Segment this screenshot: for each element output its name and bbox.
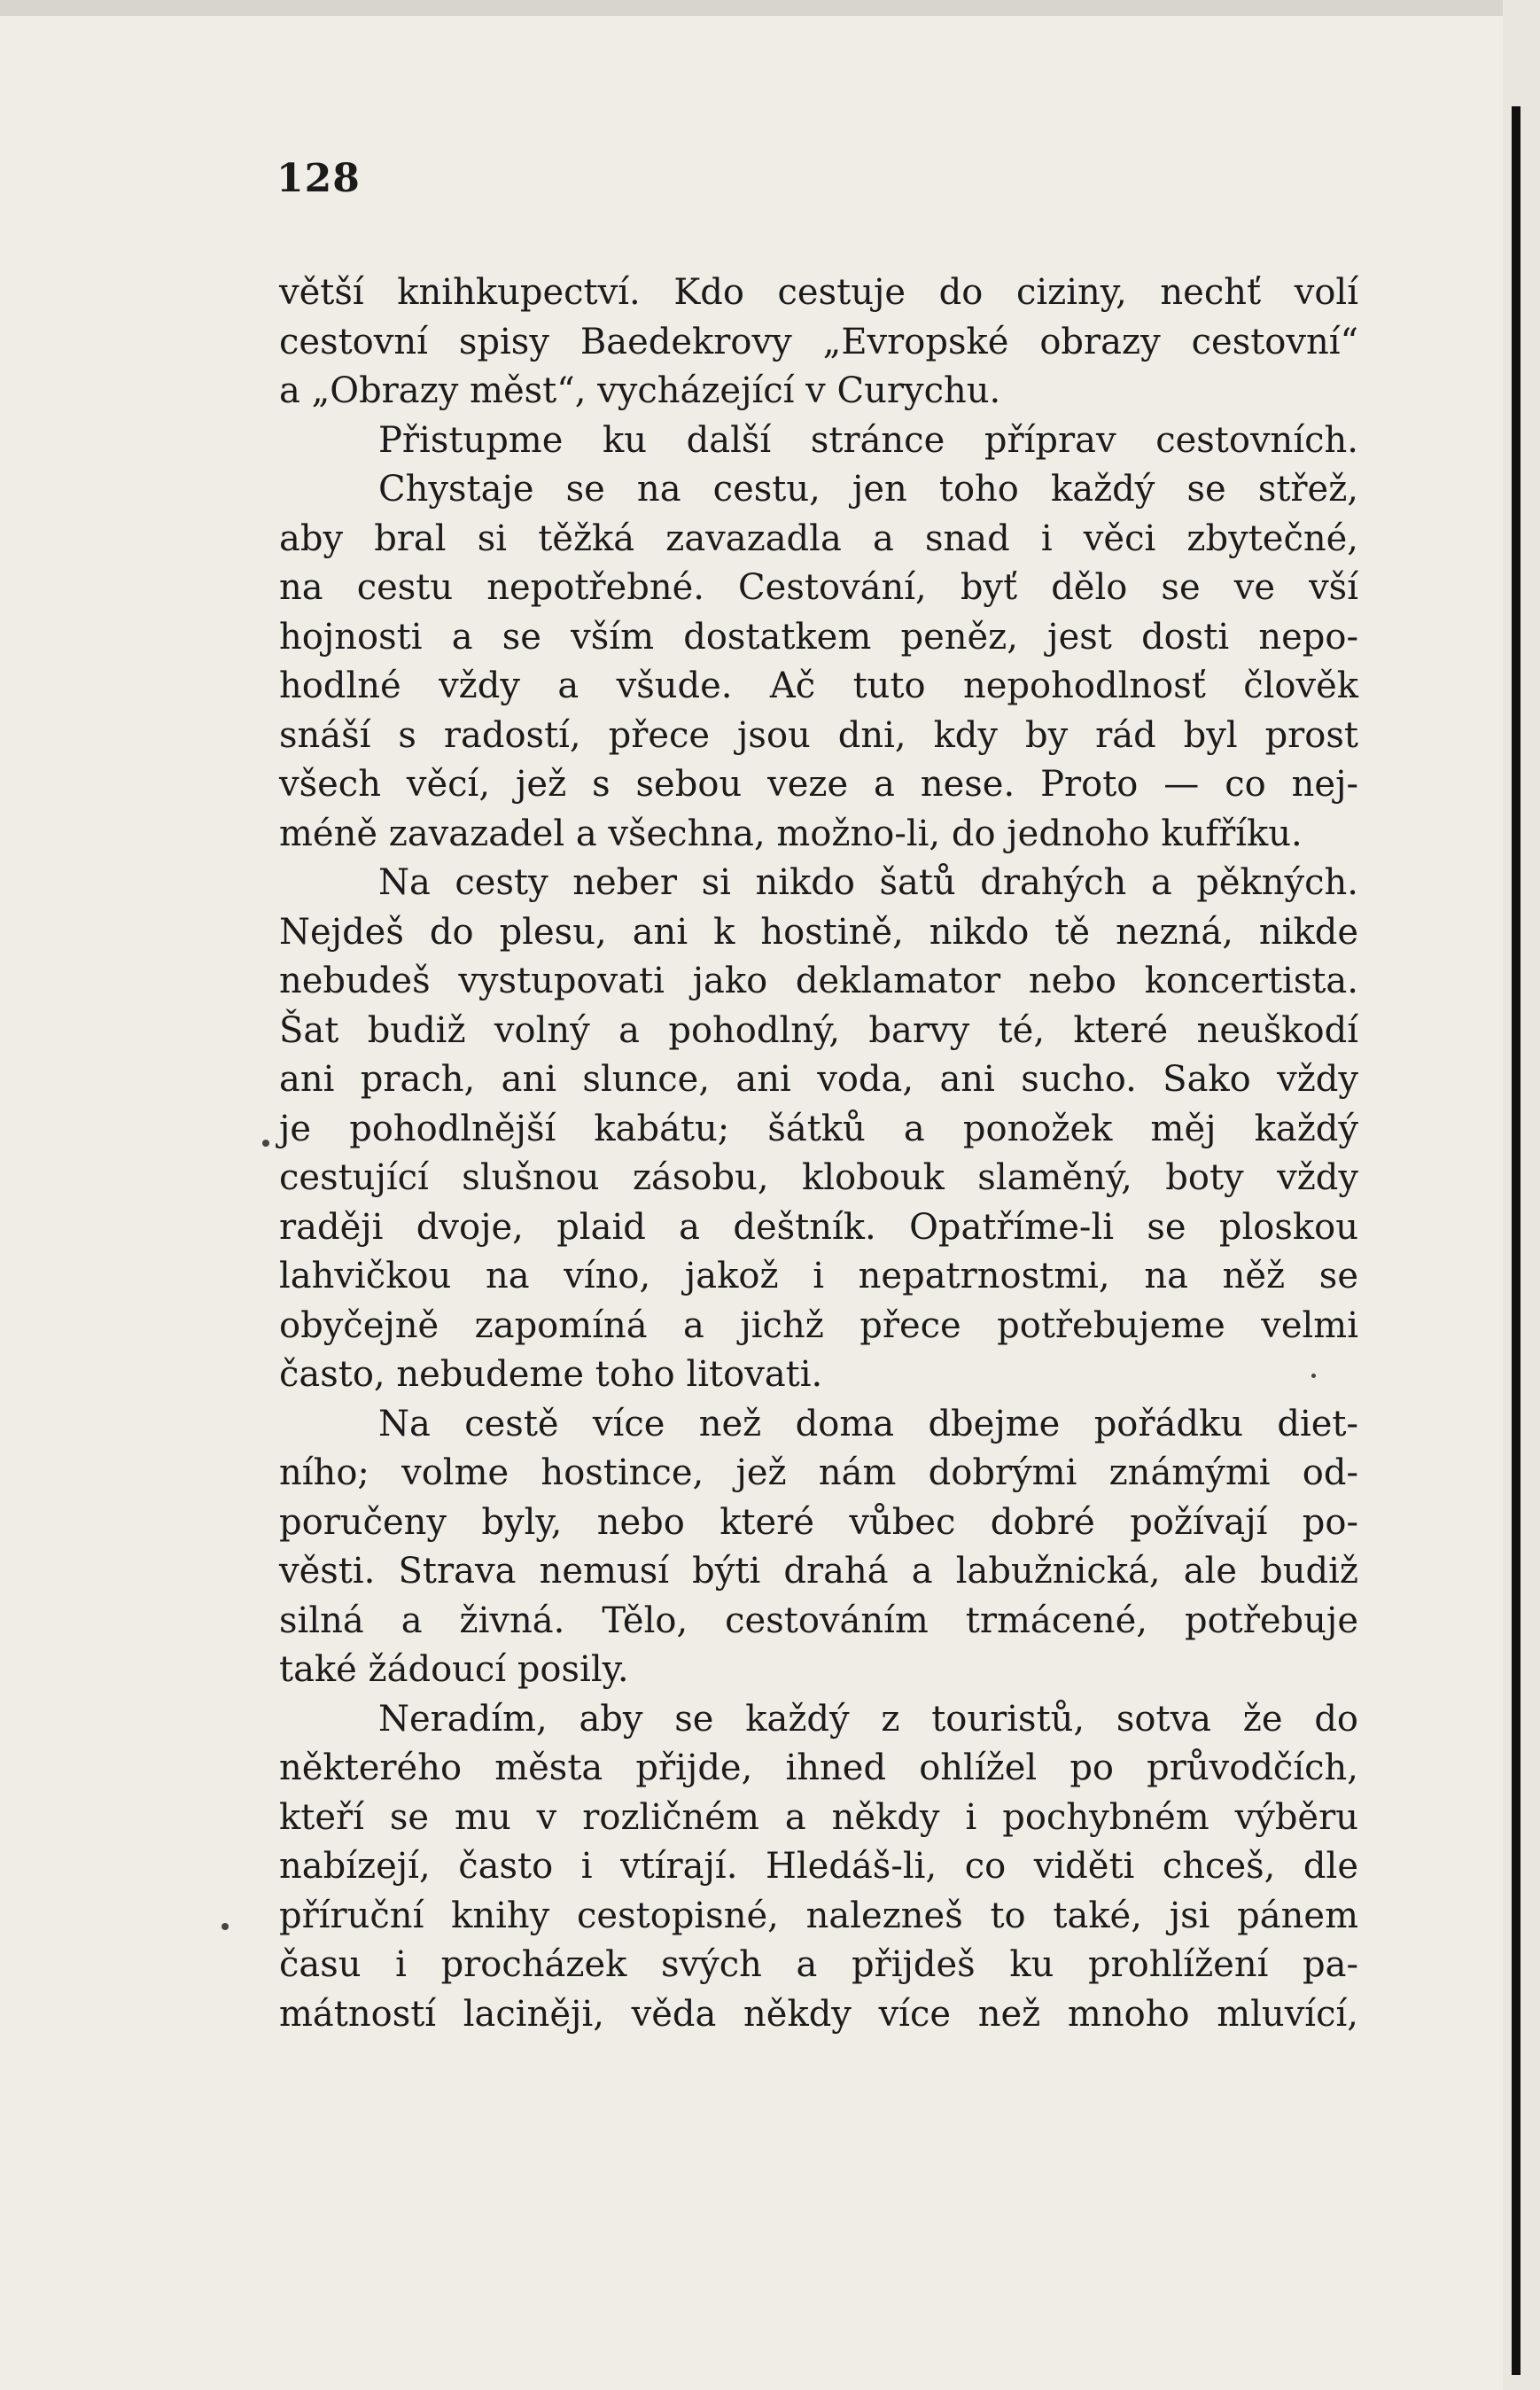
- text-line: snáší s radostí, přece jsou dni, kdy by rád byl prost: [279, 714, 1358, 756]
- text-line: Chystaje se na cestu, jen toho každý se střež,: [378, 469, 1358, 510]
- text-line: Neradím, aby se každý z touristů, sotva že do: [378, 1698, 1358, 1740]
- text-line: ního; volme hostince, jež nám dobrými známými od-: [279, 1452, 1358, 1493]
- text-line: lahvičkou na víno, jakož i nepatrnostmi, na něž se: [279, 1256, 1358, 1296]
- text-line: nebudeš vystupovati jako deklamator nebo koncertista.: [279, 961, 1358, 1001]
- top-shadow: [0, 0, 1540, 16]
- text-line: Nejdeš do plesu, ani k hostině, nikdo tě nezná, nikde: [279, 911, 1358, 953]
- ink-speck: [262, 1140, 269, 1147]
- text-line: silná a živná. Tělo, cestováním trmácené, potřebuje: [279, 1600, 1358, 1641]
- text-line: nabízejí, často i vtírají. Hledáš-li, co viděti chceš, dle: [279, 1846, 1358, 1887]
- text-line: mátností laciněji, věda někdy více než mnoho mluvící,: [279, 1993, 1358, 2035]
- text-line: Na cestě více než doma dbejme pořádku diet-: [378, 1403, 1358, 1444]
- text-line: Na cesty neber si nikdo šatů drahých a pěkných.: [378, 862, 1358, 903]
- text-line: cestující slušnou zásobu, klobouk slaměný, boty vždy: [279, 1157, 1358, 1198]
- text-line: některého města přijde, ihned ohlížel po průvodčích,: [279, 1748, 1358, 1788]
- text-line: méně zavazadel a všechna, možno-li, do jednoho kufříku.: [279, 813, 1303, 854]
- page-number: 128: [276, 156, 361, 201]
- text-line: Šat budiž volný a pohodlný, barvy té, které neuškodí: [279, 1009, 1358, 1051]
- text-line: kteří se mu v rozličném a někdy i pochybném výběru: [279, 1796, 1358, 1838]
- text-line: raději dvoje, plaid a deštník. Opatříme-li se ploskou: [279, 1206, 1358, 1248]
- text-line: Přistupme ku další stránce příprav cestovních.: [378, 419, 1358, 461]
- text-line: na cestu nepotřebné. Cestování, byť dělo se ve vší: [279, 567, 1358, 608]
- text-line: aby bral si těžká zavazadla a snad i věci zbytečné,: [279, 518, 1358, 559]
- text-line: cestovní spisy Baedekrovy „Evropské obrazy cestovní“: [279, 321, 1358, 362]
- text-line: větší knihkupectví. Kdo cestuje do ciziny, nechť volí: [279, 272, 1358, 313]
- page-edge: [1503, 0, 1540, 2390]
- text-line: hojnosti a se vším dostatkem peněz, jest dosti nepo-: [279, 616, 1358, 658]
- text-line: věsti. Strava nemusí býti drahá a labužnická, ale budiž: [279, 1551, 1358, 1592]
- text-line: a „Obrazy měst“, vycházející v Curychu.: [279, 370, 1001, 411]
- text-line: příruční knihy cestopisné, nalezneš to také, jsi pánem: [279, 1895, 1358, 1936]
- text-line: také žádoucí posily.: [279, 1649, 629, 1690]
- text-line: je pohodlnější kabátu; šátků a ponožek měj každý: [279, 1108, 1358, 1149]
- text-line: poručeny byly, nebo které vůbec dobré požívají po-: [279, 1501, 1358, 1543]
- text-line: obyčejně zapomíná a jichž přece potřebujeme velmi: [279, 1304, 1358, 1346]
- binding-edge-line: [1512, 106, 1521, 2375]
- body-text: [279, 269, 1358, 2039]
- ink-speck: [222, 1923, 229, 1930]
- text-line: ani prach, ani slunce, ani voda, ani sucho. Sako vždy: [279, 1059, 1358, 1100]
- text-line: často, nebudeme toho litovati.: [279, 1354, 823, 1395]
- text-line: hodlné vždy a všude. Ač tuto nepohodlnosť člověk: [279, 666, 1358, 706]
- text-line: všech věcí, jež s sebou veze a nese. Proto — co nej-: [279, 764, 1358, 805]
- text-line: času i procházek svých a přijdeš ku prohlížení pa-: [279, 1944, 1358, 1985]
